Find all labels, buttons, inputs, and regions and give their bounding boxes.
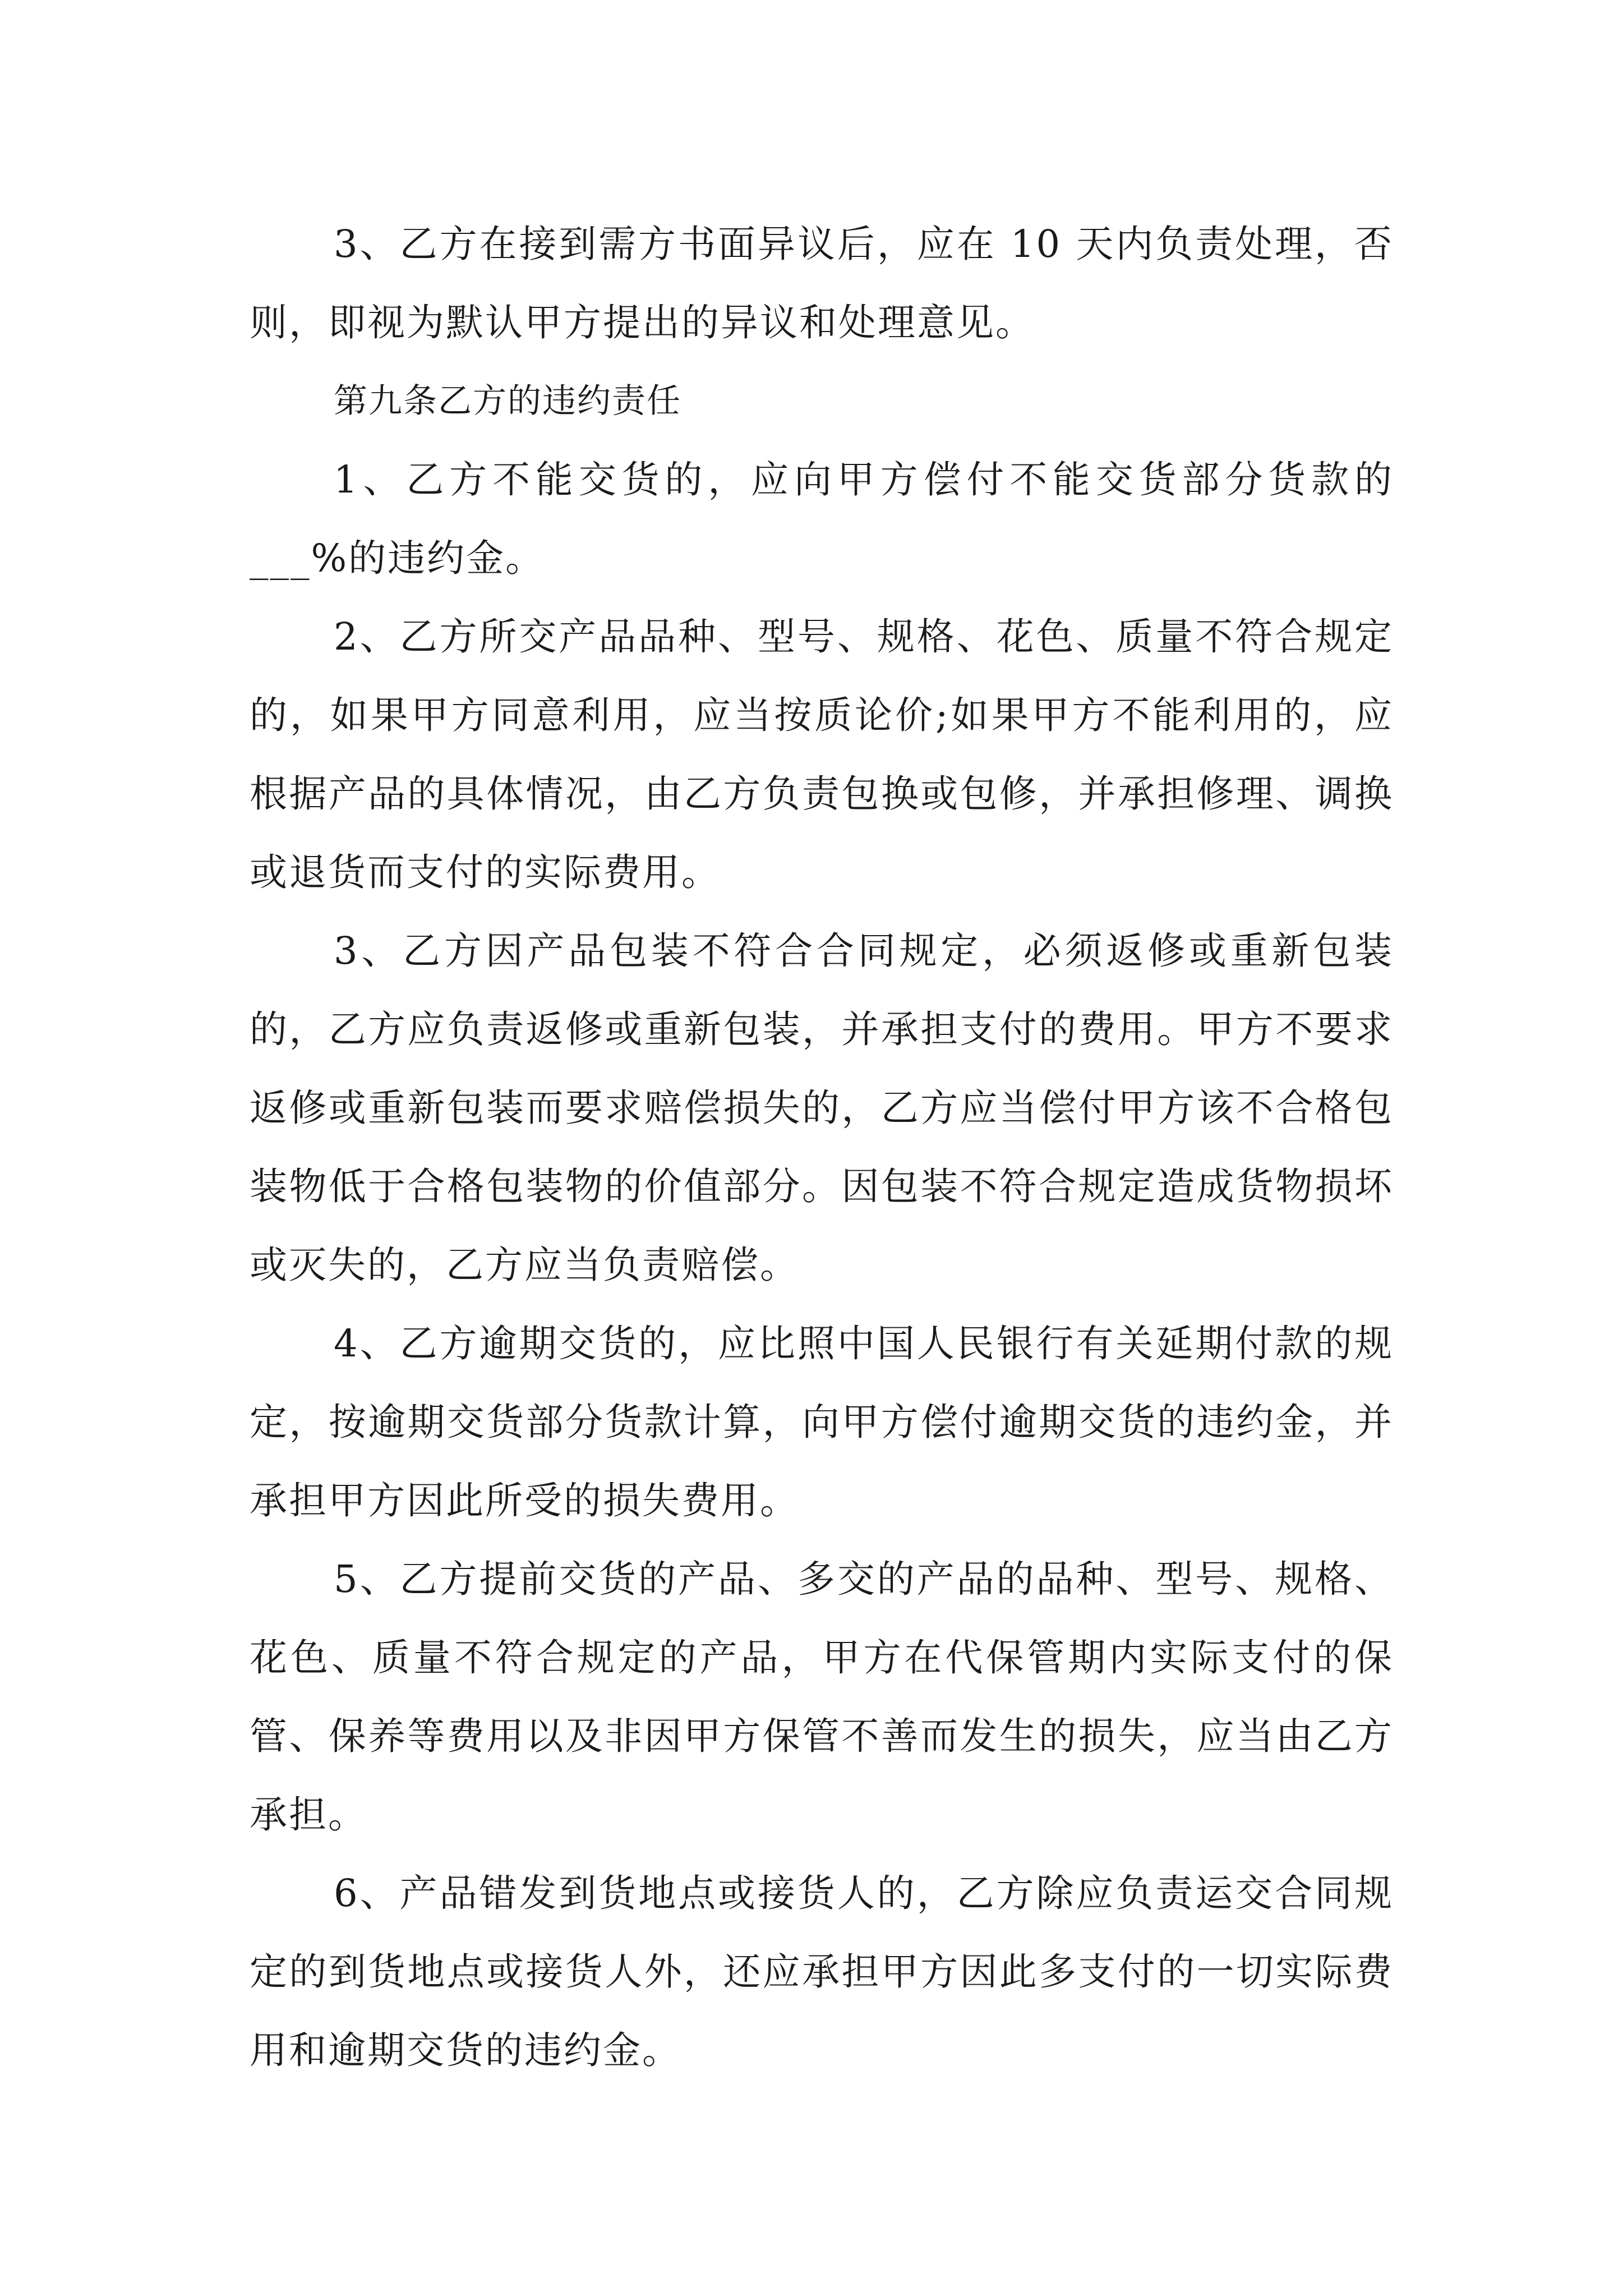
paragraph-clause-1-non-delivery: 1、乙方不能交货的，应向甲方偿付不能交货部分货款的___%的违约金。 (250, 458, 1394, 580)
paragraph-clause-6-misdelivery: 6、产品错发到货地点或接货人的，乙方除应负责运交合同规定的到货地点或接货人外，还应承担甲方因此多支付的一切实际费用和逾期交货的违约金。 (250, 1871, 1394, 2072)
paragraph-clause-2-nonconforming: 2、乙方所交产品品种、型号、规格、花色、质量不符合规定的，如果甲方同意利用，应当按质论价;如果甲方不能利用的，应根据产品的具体情况，由乙方负责包换或包修，并承担修理、调换或退货而支付的实际费用。 (250, 615, 1394, 894)
paragraph-clause-5-early-delivery: 5、乙方提前交货的产品、多交的产品的品种、型号、规格、花色、质量不符合规定的产品，甲方在代保管期内实际支付的保管、保养等费用以及非因甲方保管不善而发生的损失，应当由乙方承担。 (250, 1557, 1394, 1837)
document-body (250, 205, 1394, 2090)
paragraph-clause-3-packaging: 3、乙方因产品包装不符合合同规定，必须返修或重新包装的，乙方应负责返修或重新包装，并承担支付的费用。甲方不要求返修或重新包装而要求赔偿损失的，乙方应当偿付甲方该不合格包装物低于合格包装物的价值部分。因包装不符合规定造成货物损坏或灭失的，乙方应当负责赔偿。 (250, 929, 1394, 1287)
paragraph-clause-4-late-delivery: 4、乙方逾期交货的，应比照中国人民银行有关延期付款的规定，按逾期交货部分货款计算，向甲方偿付逾期交货的违约金，并承担甲方因此所受的损失费用。 (250, 1322, 1394, 1522)
paragraph-clause-3-objection: 3、乙方在接到需方书面异议后，应在 10 天内负责处理，否则，即视为默认甲方提出的异议和处理意见。 (250, 222, 1394, 344)
section-heading-article-9: 第九条乙方的违约责任 (334, 381, 681, 421)
